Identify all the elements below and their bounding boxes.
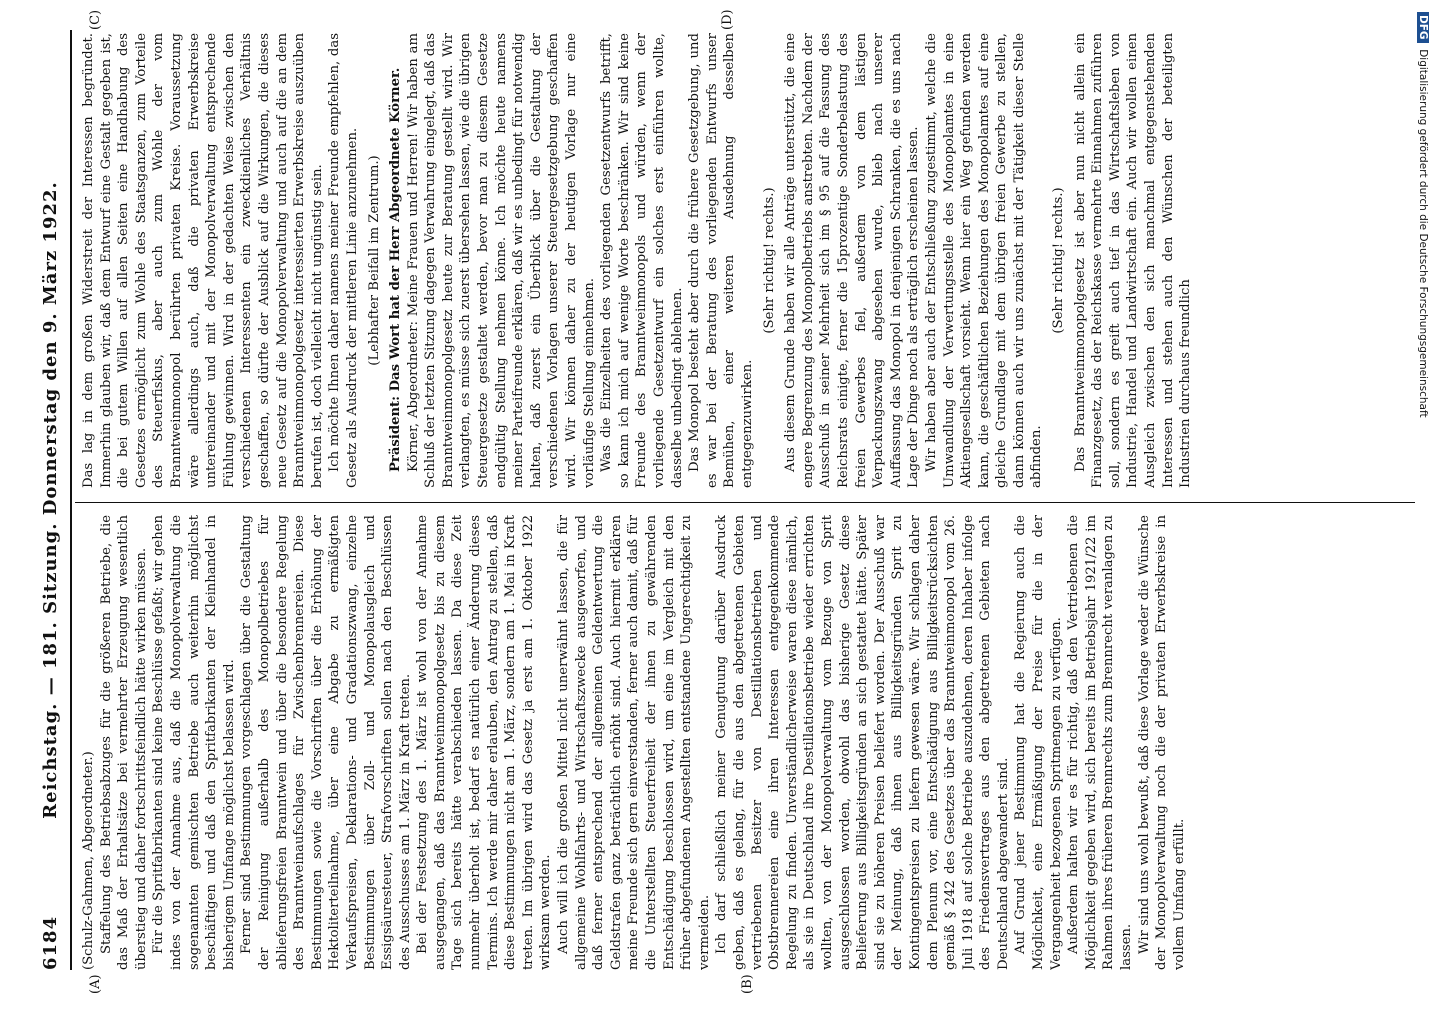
page-number: 6184 bbox=[40, 915, 61, 970]
applause-note: (Lebhafter Beifall im Zentrum.) bbox=[366, 155, 382, 366]
margin-marker-b: (B) bbox=[740, 974, 755, 994]
paragraph: Wir haben aber auch der Entschließung zugestimmt, welche die Umwandlung der Verwertungsstelle des Monopolamtes in eine Aktiengesellschaft vorsieht. Wenn hier ein Weg gefunden werden kann, die geschäftlichen Beziehungen des Monopolamtes auf eine gleiche Grundlage mit dem übrigen freien Gewerbe zu stellen, dann können auch wir uns zunächst mit der Tätigkeit dieser Stelle abfinden. bbox=[923, 33, 1045, 488]
paragraph: Was die Einzelheiten des vorliegenden Gesetzentwurfs betrifft, so kann ich mich auf wenige Worte beschränken. Wir sind keine Freunde des Branntweinmonopols und würden, wenn der vorliegende Gesetzentwurf ein solches erst einführen wollte, dasselbe unbedingt ablehnen. bbox=[599, 33, 685, 488]
interjection-note: (Sehr richtig! rechts.) bbox=[1051, 187, 1067, 334]
paragraph: Staffelung des Betriebsabzuges für die größeren Betriebe, die das Maß der Erhaltsätze bei vermehrter Erzeugung wesentlich überstieg und daher fortschrittsfeindlich hätte wirken müssen. bbox=[98, 515, 149, 970]
margin-marker-c: (C) bbox=[88, 9, 103, 30]
paragraph: Körner, Abgeordneter: Meine Frauen und Herren! Wir haben am Schluß der letzten Sitzung dagegen Verwahrung eingelegt, daß das Branntweinmonopolgesetz heute zur Beratung gestellt wird. Wir verlangten, es müsse sich zuerst übersehen lassen, wie die übrigen Steuergesetze gestaltet werden, bevor man zu diesem Gesetze endgültig Stellung nehmen könne. Ich möchte heute namens meiner Parteifreunde erklären, daß wir es unbedingt für notwendig halten, daß zuerst ein Überblick über die Gestaltung der verschiedenen Vorlagen unserer Steuergesetzgebung geschaffen wird. Wir können daher zu der heutigen Vorlage nur eine vorläufige Stellung einnehmen. bbox=[405, 33, 597, 488]
paragraph: Aus diesem Grunde haben wir alle Anträge unterstützt, die eine engere Begrenzung des Monopolbetriebs anstrebten. Nachdem der Ausschuß in seiner Mehrheit sich im § 95 auf die Fassung des Reichsrats einigte, ferner die 15prozentige Sonderbelastung des freien Gewerbes fiel, außerdem von dem lästigen Verpackungszwang abgesehen wurde, blieb nach unserer Auffassung das Monopol in denjenigen Schranken, die es uns nach Lage der Dinge noch als erträglich erscheinen lassen. bbox=[783, 33, 922, 488]
speaker-note: (Schulz-Gahmen, Abgeordneter.) bbox=[81, 751, 96, 970]
paragraph: Ich möchte Ihnen daher namens meiner Freunde empfehlen, das Gesetz als Ausdruck der mittleren Linie anzunehmen. bbox=[327, 33, 360, 488]
credit-text bbox=[1412, 0, 1434, 1012]
page-title: Reichstag. — 181. Sitzung. Donnerstag den 9. März 1922. bbox=[40, 181, 61, 819]
paragraph: Ich darf schließlich meiner Genugtuung darüber Ausdruck geben, daß es gelang, für die aus den abgetretenen Gebieten vertriebenen Besitzer von Destillationsbetrieben und Obstbrennereien eine ihren Interessen entgegenkommende Regelung zu finden. Unverständlicherweise waren diese nämlich, als sie in Deutschland ihre Destillationsbetriebe wieder errichten wollten, von der Monopolverwaltung vom Bezuge von Sprit ausgeschlossen worden, obwohl das bisherige Gesetz diese Belieferung aus Billigkeitsgründen an sich gestattet hätte. Später sind sie zu höheren Preisen beliefert worden. Der Ausschuß war der Meinung, daß ihnen aus Billigkeitsgründen Sprit zu Kontingentspreisen zu liefern gewesen wäre. Wir schlagen daher dem Plenum vor, eine Entschädigung aus Billigkeitsrücksichten gemäß § 242 des Gesetzes über das Branntweinmonopol vom 26. Juli 1918 auf solche Betriebe auszudehnen, deren Inhaber infolge des Friedensvertrages aus den abgetretenen Gebieten nach Deutschland abgewandert sind. bbox=[714, 515, 1011, 970]
paragraph: Wir sind uns wohl bewußt, daß diese Vorlage weder die Wünsche der Monopolverwaltung noch die der privaten Erwerbskreise in vollem Umfang erfüllt. bbox=[1136, 515, 1187, 970]
dfg-logo: DFG bbox=[1417, 12, 1429, 43]
credit-label: Digitalisierung gefördert durch die Deutsche Forschungsgemeinschaft bbox=[1417, 49, 1429, 418]
paragraph: Das Branntweinmonopolgesetz ist aber nun nicht allein ein Finanzgesetz, das der Reichskasse vermehrte Einnahmen zuführen soll, sondern es greift auch tief in das Wirtschaftsleben von Industrie, Handel und Landwirtschaft ein. Auch wir wollen einen Ausgleich zwischen den sich manchmal entgegenstehenden Interessen und stehen auch den Wünschen der beteiligten Industrien durchaus freundlich bbox=[1072, 33, 1194, 488]
interjection-note: (Sehr richtig! rechts.) bbox=[761, 187, 777, 334]
left-column bbox=[80, 515, 1410, 970]
margin-marker-a: (A) bbox=[88, 974, 103, 994]
paragraph: Das Monopol besteht aber durch die frühere Gesetzgebung, und es war bei der Beratung des vorliegenden Entwurfs unser Bemühen, einer weiteren Ausdehnung desselben entgegenzuwirken. bbox=[687, 33, 755, 488]
paragraph: Das lag in dem großen Widerstreit der Interessen begründet. Immerhin glauben wir, daß dem Entwurf eine Gestalt gegeben ist, die bei gutem Willen auf allen Seiten eine Handhabung des Gesetzes ermöglicht zum Wohle des Staatsganzen, zum Vorteile des Steuerfiskus, aber auch zum Wohle der vom Branntweinmonopol berührten privaten Kreise. Voraussetzung wäre allerdings auch, daß die privaten Erwerbskreise untereinander und mit der Monopolverwaltung entsprechende Fühlung gewinnen. Wird in der gedachten Weise zwischen den verschiedenen Interessenten ein zweckdienliches Verhältnis geschaffen, so dürfte der Ausblick auf die Wirkungen, die dieses neue Gesetz auf die Monopolverwaltung und auch auf die an dem Branntweinmonopolgesetz interessierten Erwerbskreise auszuüben berufen ist, doch vielleicht nicht ungünstig sein. bbox=[81, 33, 325, 488]
paragraph: Außerdem halten wir es für richtig, daß den Vertriebenen die Möglichkeit gegeben wird, sich bereits im Betriebsjahr 1921/22 im Rahmen ihres früheren Brennrechts zum Brennrecht veranlagen zu lassen. bbox=[1066, 515, 1135, 970]
paragraph: Auf Grund jener Bestimmung hat die Regierung auch die Möglichkeit, eine Ermäßigung der Preise für die in der Vergangenheit bezogenen Spritmengen zu verfügen. bbox=[1013, 515, 1064, 970]
header-rule bbox=[70, 30, 72, 970]
paragraph: Bei der Festsetzung des 1. März ist wohl von der Annahme ausgegangen, daß das Branntweinmonopolgesetz bis zu diesem Tage sich bereits hätte verabschieden lassen. Da diese Zeit nunmehr überholt ist, bedarf es natürlich einer Änderung dieses Termins. Ich werde mir daher erlauben, den Antrag zu stellen, daß diese Bestimmungen nicht am 1. März, sondern am 1. Mai in Kraft treten. Im übrigen wird das Gesetz ja erst am 1. Oktober 1922 wirksam werden. bbox=[415, 515, 554, 970]
president-statement: Präsident: Das Wort hat der Herr Abgeordnete Körner. bbox=[388, 67, 404, 472]
paragraph: Ferner sind Bestimmungen vorgeschlagen über die Gestaltung der Reinigung außerhalb des Monopolbetriebes für ablieferungsfreien Branntwein und über die besondere Regelung des Branntweinaufschlages für Zwischenbrennereien. Diese Bestimmungen sowie die Vorschriften über die Erhöhung der Hektoliterteilnahme, über eine Abgabe zu ermäßigten Verkaufspreisen, Deklarations- und Gradationszwang, einzelne Bestimmungen über Zoll- und Monopolausgleich und Essigsäuresteuer, Strafvorschriften sollen nach den Beschlüssen des Ausschusses am 1. März in Kraft treten. bbox=[239, 515, 413, 970]
paragraph: Für die Spritfabrikanten sind keine Beschlüsse gefaßt; wir gehen indes von der Annahme aus, daß die Monopolverwaltung die sogenannten gemischten Betriebe auch weiterhin möglichst beschäftigen und daß den Spritfabrikanten der Kleinhandel in bisherigem Umfange möglichst belassen wird. bbox=[151, 515, 237, 970]
paragraph: Auch will ich die großen Mittel nicht unerwähnt lassen, die für allgemeine Wohlfahrts- und Wirtschaftszwecke ausgeworfen, und daß ferner entsprechend der allgemeinen Geldentwertung die Geldstrafen ganz beträchtlich erhöht sind. Auch hiermit erklären meine Freunde sich gern einverstanden, ferner auch damit, daß für die Unterstellten Steuerfreiheit der ihnen zu gewährenden Entschädigung beschlossen wird, um eine im Vergleich mit den früher abgefundenen Angestellten entstandene Ungerechtigkeit zu vermeiden. bbox=[556, 515, 712, 970]
column-divider bbox=[75, 502, 1415, 503]
page-header bbox=[40, 30, 68, 970]
margin-marker-d: (D) bbox=[720, 9, 735, 30]
right-column bbox=[80, 33, 1410, 488]
digitization-credit bbox=[1412, 0, 1434, 1000]
